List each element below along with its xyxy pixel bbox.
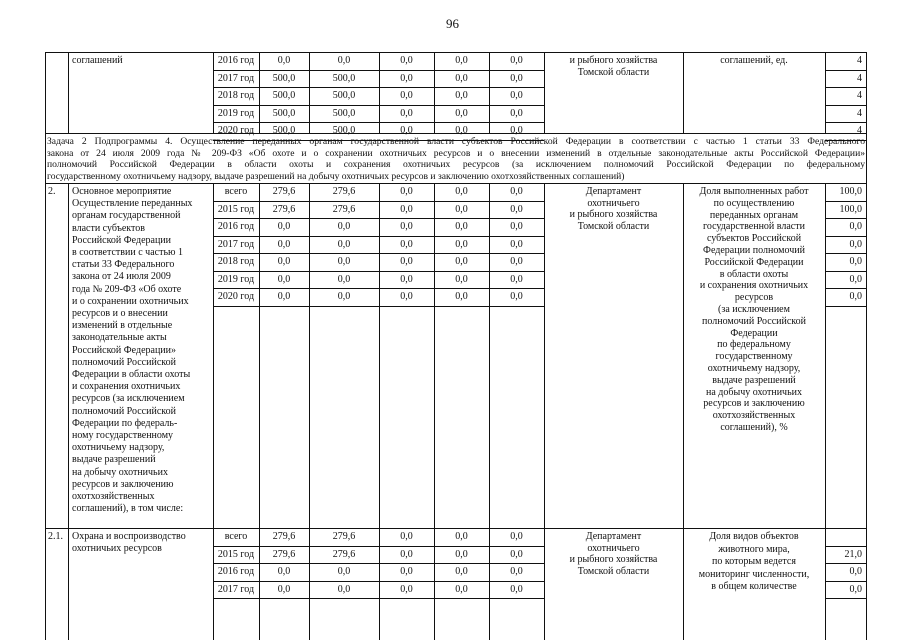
total-cell: 500,0 xyxy=(272,72,296,84)
indicator-text: в общем количестве xyxy=(711,581,797,592)
executor-text: Департамент xyxy=(585,531,642,542)
executor-text: Департамент xyxy=(585,186,642,197)
row-rule xyxy=(213,122,544,123)
regional-cell: 0,0 xyxy=(400,90,413,101)
other-cell: 0,0 xyxy=(510,55,523,66)
row-number: 2.1. xyxy=(48,531,63,542)
regional-cell: 0,0 xyxy=(400,55,413,66)
row-rule xyxy=(825,87,866,88)
total-cell: 0,0 xyxy=(277,256,291,267)
federal-cell: 279,6 xyxy=(332,531,356,542)
column-rule xyxy=(683,52,684,133)
federal-cell: 0,0 xyxy=(337,566,351,577)
column-rule xyxy=(309,52,310,133)
other-cell: 0,0 xyxy=(510,583,523,595)
indicator-text: на добычу охотничьих xyxy=(706,386,802,398)
other-cell: 0,0 xyxy=(510,90,523,101)
indicator-value: 4 xyxy=(857,90,862,101)
indicator-text: в области охоты xyxy=(719,268,789,280)
row-rule xyxy=(213,105,544,106)
executor-text: Томской области xyxy=(577,220,650,232)
total-cell: 279,6 xyxy=(272,203,296,215)
activity-name: Российской Федерации xyxy=(72,234,172,246)
indicator-value: 100,0 xyxy=(839,186,862,197)
row-rule xyxy=(825,253,866,254)
activity-name: охотничьему надзору, xyxy=(72,442,165,454)
federal-cell: 500,0 xyxy=(332,125,356,136)
column-rule xyxy=(213,52,214,133)
activity-name: закона от 24 июля 2009 xyxy=(72,271,171,283)
column-rule xyxy=(544,183,545,528)
indicator-value: 4 xyxy=(857,72,862,84)
indicator-text: по осуществлению xyxy=(713,197,795,209)
year-cell: 2017 год xyxy=(217,238,255,250)
indicator-value: 4 xyxy=(857,125,862,136)
total-cell: 500,0 xyxy=(272,107,296,119)
executor-text: Томской области xyxy=(577,565,650,577)
activity-name: полномочий Российской xyxy=(72,356,176,368)
row-rule xyxy=(825,105,866,106)
federal-cell: 0,0 xyxy=(337,238,351,250)
row-rule xyxy=(825,581,866,582)
indicator-text: животного мира, xyxy=(718,543,790,555)
executor-text: и рыбного хозяйства xyxy=(569,55,658,66)
federal-cell: 0,0 xyxy=(337,256,351,267)
column-rule xyxy=(259,52,260,133)
regional-cell: 0,0 xyxy=(400,72,413,84)
total-cell: 0,0 xyxy=(277,291,291,302)
indicator-text: соглашений, ед. xyxy=(720,55,788,66)
activity-name: ресурсов (за исключением xyxy=(72,393,185,405)
executor-text: и рыбного хозяйства xyxy=(569,554,658,565)
indicator-text: государственному xyxy=(715,351,793,363)
regional-cell: 0,0 xyxy=(400,566,413,577)
total-cell: 0,0 xyxy=(277,55,291,66)
local-cell: 0,0 xyxy=(455,273,468,285)
indicator-value: 0,0 xyxy=(849,566,862,577)
regional-cell: 0,0 xyxy=(400,221,413,232)
total-cell: 500,0 xyxy=(272,125,296,136)
regional-cell: 0,0 xyxy=(400,531,413,542)
other-cell: 0,0 xyxy=(510,548,523,560)
task-line: Задача 2 Подпрограммы 4. Осуществление переданных органам государственной власти субъектов Российской Федерации в соответствии с частью 1 статьи 33 Федерального xyxy=(47,136,865,147)
column-rule xyxy=(434,52,435,133)
year-cell: 2015 год xyxy=(217,203,255,215)
year-cell: 2018 год xyxy=(217,256,255,267)
federal-cell: 0,0 xyxy=(337,273,351,285)
year-cell: 2020 год xyxy=(217,125,255,136)
row-rule xyxy=(213,218,544,219)
other-cell: 0,0 xyxy=(510,291,523,302)
year-cell: всего xyxy=(224,186,248,197)
column-rule xyxy=(379,52,380,133)
row-rule xyxy=(45,52,866,53)
other-cell: 0,0 xyxy=(510,238,523,250)
local-cell: 0,0 xyxy=(455,203,468,215)
indicator-text: государственной власти xyxy=(703,221,805,233)
column-rule xyxy=(68,528,69,640)
activity-name: ресурсов и о внесении xyxy=(72,308,168,319)
row-rule xyxy=(825,288,866,289)
column-rule xyxy=(544,528,545,640)
indicator-text: ресурсов xyxy=(734,292,774,304)
activity-name: Охрана и воспроизводство xyxy=(72,531,186,542)
indicator-value: 0,0 xyxy=(849,583,862,595)
activity-name: на добычу охотничьих xyxy=(72,466,168,478)
row-rule xyxy=(213,581,544,582)
indicator-value: 4 xyxy=(857,107,862,119)
row-rule xyxy=(825,201,866,202)
indicator-value: 0,0 xyxy=(849,273,862,285)
program-table xyxy=(45,52,867,640)
federal-cell: 0,0 xyxy=(337,55,351,66)
activity-name: Осуществление переданных xyxy=(72,198,193,210)
activity-name: законодательные акты xyxy=(72,332,167,344)
total-cell: 0,0 xyxy=(277,583,291,595)
activity-name: и сохранения охотничьих xyxy=(72,381,181,393)
local-cell: 0,0 xyxy=(455,107,468,119)
indicator-text: охотничьему надзору, xyxy=(707,363,801,374)
other-cell: 0,0 xyxy=(510,203,523,215)
federal-cell: 500,0 xyxy=(332,72,356,84)
task-heading xyxy=(47,136,865,182)
regional-cell: 0,0 xyxy=(400,107,413,119)
local-cell: 0,0 xyxy=(455,90,468,101)
column-rule xyxy=(68,52,69,133)
other-cell: 0,0 xyxy=(510,125,523,136)
indicator-value: 0,0 xyxy=(849,238,862,250)
total-cell: 279,6 xyxy=(272,186,296,197)
column-rule xyxy=(68,183,69,528)
local-cell: 0,0 xyxy=(455,125,468,136)
activity-name: и о сохранении охотничьих xyxy=(72,295,189,307)
row-rule xyxy=(825,271,866,272)
row-rule xyxy=(825,236,866,237)
year-cell: всего xyxy=(224,531,248,542)
indicator-text: ресурсов и заключению xyxy=(703,398,805,410)
other-cell: 0,0 xyxy=(510,221,523,232)
indicator-value: 0,0 xyxy=(849,291,862,302)
local-cell: 0,0 xyxy=(455,531,468,542)
column-rule xyxy=(866,52,867,640)
federal-cell: 0,0 xyxy=(337,291,351,302)
activity-name: выдаче разрешений xyxy=(72,454,156,466)
year-cell: 2018 год xyxy=(217,90,255,101)
other-cell: 0,0 xyxy=(510,72,523,84)
local-cell: 0,0 xyxy=(455,291,468,302)
indicator-text: по которым ведется xyxy=(712,556,796,567)
federal-cell: 0,0 xyxy=(337,583,351,595)
local-cell: 0,0 xyxy=(455,186,468,197)
activity-name: ресурсов и заключению xyxy=(72,478,174,490)
total-cell: 0,0 xyxy=(277,273,291,285)
indicator-value: 4 xyxy=(857,55,862,66)
activity-name: года № 209-ФЗ «Об охоте xyxy=(72,283,182,295)
regional-cell: 0,0 xyxy=(400,583,413,595)
regional-cell: 0,0 xyxy=(400,203,413,215)
column-rule xyxy=(489,52,490,133)
other-cell: 0,0 xyxy=(510,107,523,119)
row-rule xyxy=(825,546,866,547)
column-rule xyxy=(683,183,684,528)
regional-cell: 0,0 xyxy=(400,238,413,250)
year-cell: 2019 год xyxy=(217,273,255,285)
task-line: закона от 24 июля 2009 года № 209-ФЗ «Об охоте и о сохранении охотничьих ресурсов и о внесении изменений в отдельные законодательные акты Российской Федерации» xyxy=(47,147,865,159)
total-cell: 0,0 xyxy=(277,221,291,232)
federal-cell: 279,6 xyxy=(332,203,356,215)
year-cell: 2017 год xyxy=(217,72,255,84)
indicator-value: 100,0 xyxy=(839,203,862,215)
row-rule xyxy=(213,201,544,202)
activity-name: соглашений), в том числе: xyxy=(72,503,184,515)
activity-name: охотхозяйственных xyxy=(72,491,155,502)
federal-cell: 0,0 xyxy=(337,221,351,232)
local-cell: 0,0 xyxy=(455,221,468,232)
row-rule xyxy=(213,271,544,272)
activity-name: полномочий Российской xyxy=(72,405,176,417)
row-rule xyxy=(825,218,866,219)
other-cell: 0,0 xyxy=(510,273,523,285)
year-cell: 2020 год xyxy=(217,291,255,302)
federal-cell: 279,6 xyxy=(332,548,356,560)
regional-cell: 0,0 xyxy=(400,256,413,267)
federal-cell: 500,0 xyxy=(332,90,356,101)
federal-cell: 500,0 xyxy=(332,107,356,119)
row-rule xyxy=(213,546,544,547)
activity-name: Федерации по федераль- xyxy=(72,417,178,429)
indicator-text: соглашений), % xyxy=(720,422,788,433)
year-cell: 2015 год xyxy=(217,548,255,560)
year-cell: 2016 год xyxy=(217,566,255,577)
activity-name: Федерации в области охоты xyxy=(72,369,191,380)
regional-cell: 0,0 xyxy=(400,186,413,197)
indicator-text: Федерации xyxy=(730,327,778,339)
activity-name: статьи 33 Федерального xyxy=(72,259,175,271)
indicator-text: мониторинг численности, xyxy=(698,568,810,580)
column-rule xyxy=(683,528,684,640)
activity-name: органам государственной xyxy=(72,210,181,222)
indicator-text: Российской Федерации xyxy=(704,256,804,268)
executor-text: охотничьего xyxy=(587,197,640,209)
row-rule xyxy=(825,598,866,599)
row-rule xyxy=(213,563,544,564)
other-cell: 0,0 xyxy=(510,566,523,577)
regional-cell: 0,0 xyxy=(400,125,413,136)
row-rule xyxy=(825,122,866,123)
local-cell: 0,0 xyxy=(455,548,468,560)
row-rule xyxy=(213,288,544,289)
indicator-text: охотхозяйственных xyxy=(712,410,796,422)
indicator-text: Федерации полномочий xyxy=(703,245,805,256)
federal-cell: 279,6 xyxy=(332,186,356,197)
activity-name: в соответствии с частью 1 xyxy=(72,247,183,258)
row-rule xyxy=(213,236,544,237)
row-rule xyxy=(45,528,866,529)
activity-name: ному государственному xyxy=(72,430,174,441)
indicator-value: 21,0 xyxy=(844,548,862,560)
indicator-text: субъектов Российской xyxy=(706,233,802,245)
year-cell: 2016 год xyxy=(217,55,255,66)
indicator-text: Доля видов объектов xyxy=(709,531,799,542)
activity-name: соглашений xyxy=(72,55,123,66)
total-cell: 500,0 xyxy=(272,90,296,101)
indicator-text: по федеральному xyxy=(717,339,791,351)
row-rule xyxy=(213,253,544,254)
executor-text: Томской области xyxy=(577,66,650,78)
year-cell: 2019 год xyxy=(217,107,255,119)
year-cell: 2017 год xyxy=(217,583,255,595)
regional-cell: 0,0 xyxy=(400,291,413,302)
regional-cell: 0,0 xyxy=(400,548,413,560)
year-cell: 2016 год xyxy=(217,221,255,232)
total-cell: 0,0 xyxy=(277,566,291,577)
indicator-text: Доля выполненных работ xyxy=(699,186,809,197)
local-cell: 0,0 xyxy=(455,238,468,250)
row-rule xyxy=(213,70,544,71)
regional-cell: 0,0 xyxy=(400,273,413,285)
page-number: 96 xyxy=(446,16,459,31)
row-rule xyxy=(825,306,866,307)
column-rule xyxy=(544,52,545,133)
total-cell: 0,0 xyxy=(277,238,291,250)
activity-name: власти субъектов xyxy=(72,222,145,234)
activity-name: Основное мероприятие xyxy=(72,186,172,197)
row-rule xyxy=(825,70,866,71)
row-rule xyxy=(213,306,544,307)
total-cell: 279,6 xyxy=(272,548,296,560)
indicator-text: выдаче разрешений xyxy=(712,374,796,386)
indicator-text: переданных органам xyxy=(709,209,799,221)
column-rule xyxy=(825,52,826,133)
activity-name: Российской Федерации» xyxy=(72,344,177,356)
column-rule xyxy=(45,52,46,640)
indicator-value: 0,0 xyxy=(849,256,862,267)
other-cell: 0,0 xyxy=(510,531,523,542)
total-cell: 279,6 xyxy=(272,531,296,542)
activity-name: изменений в отдельные xyxy=(72,320,173,332)
task-line: полномочий Российской Федерации в области охоты и сохранения охотничьих ресурсов (за исключением полномочий Российской Федерации по федеральному xyxy=(47,159,865,170)
executor-text: охотничьего xyxy=(587,542,640,554)
indicator-text: и сохранения охотничьих xyxy=(699,280,809,292)
row-rule xyxy=(213,87,544,88)
indicator-text: полномочий Российской xyxy=(702,315,806,327)
local-cell: 0,0 xyxy=(455,566,468,577)
row-rule xyxy=(213,598,544,599)
row-rule xyxy=(45,183,866,184)
other-cell: 0,0 xyxy=(510,186,523,197)
row-number: 2. xyxy=(48,186,56,197)
indicator-text: (за исключением xyxy=(718,304,790,315)
local-cell: 0,0 xyxy=(455,256,468,267)
local-cell: 0,0 xyxy=(455,55,468,66)
local-cell: 0,0 xyxy=(455,583,468,595)
task-line: государственному охотничьему надзору, выдаче разрешений на добычу охотничьих ресурсов и заключению охотхозяйственных соглашений) xyxy=(47,170,625,182)
indicator-value: 0,0 xyxy=(849,221,862,232)
activity-name: охотничьих ресурсов xyxy=(72,543,162,554)
row-rule xyxy=(825,563,866,564)
local-cell: 0,0 xyxy=(455,72,468,84)
executor-text: и рыбного хозяйства xyxy=(569,209,658,220)
other-cell: 0,0 xyxy=(510,256,523,267)
